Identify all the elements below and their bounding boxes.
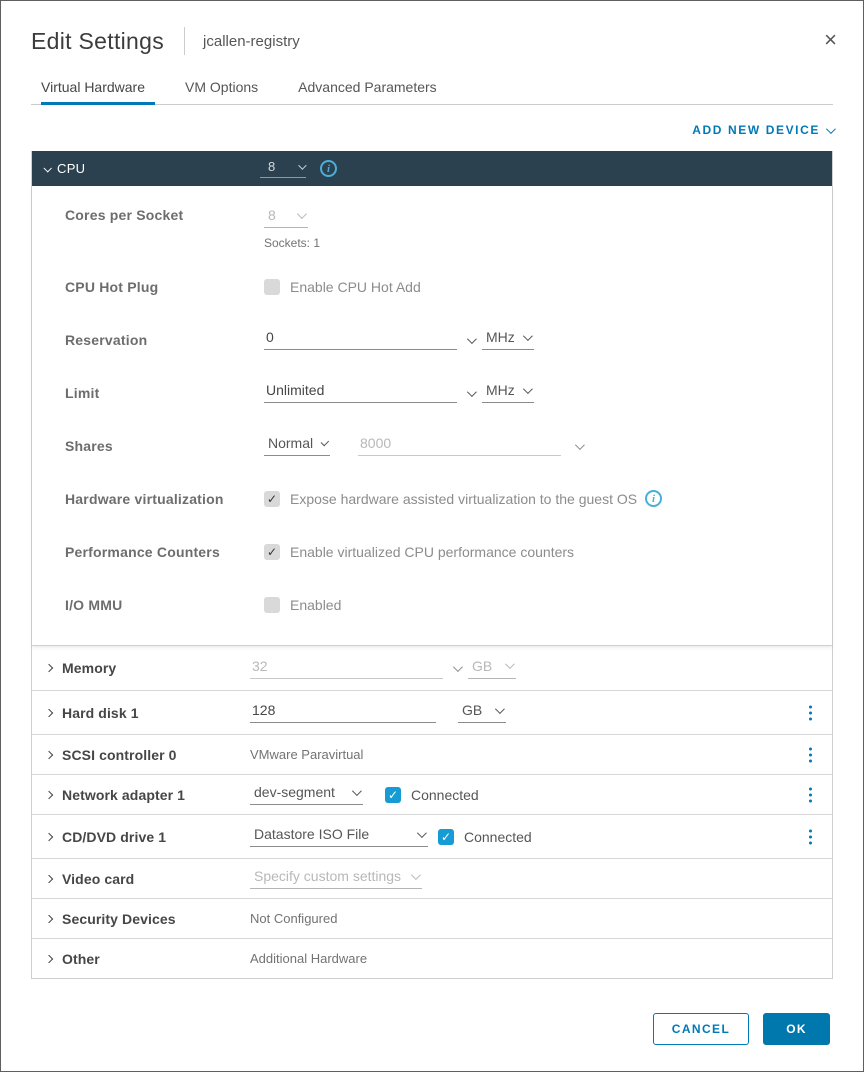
other-expander[interactable] bbox=[32, 951, 250, 967]
network-connected-label: Connected bbox=[411, 786, 479, 803]
chevron-right-icon bbox=[45, 664, 53, 672]
device-toolbar bbox=[31, 119, 833, 141]
chevron-right-icon bbox=[45, 832, 53, 840]
reservation-label: Reservation bbox=[65, 331, 148, 348]
memory-row bbox=[32, 646, 832, 690]
network-select-value: dev-segment bbox=[254, 784, 335, 800]
chevron-right-icon bbox=[45, 954, 53, 962]
cddvd-drive-label: CD/DVD drive 1 bbox=[62, 828, 167, 845]
reservation-unit-select[interactable] bbox=[482, 329, 534, 350]
memory-unit-select bbox=[468, 658, 516, 679]
shares-value-input: 8000 bbox=[358, 435, 561, 456]
limit-stepper[interactable] bbox=[467, 384, 474, 402]
cores-per-socket-value: 8 bbox=[268, 207, 276, 223]
chevron-down-icon bbox=[43, 164, 51, 172]
cpu-info-icon[interactable]: i bbox=[320, 160, 337, 177]
chevron-down-icon bbox=[467, 334, 477, 344]
cpu-hot-add-checkbox bbox=[264, 279, 280, 295]
chevron-right-icon bbox=[45, 790, 53, 798]
scsi-controller-actions-menu[interactable] bbox=[806, 744, 815, 765]
chevron-down-icon bbox=[297, 209, 307, 219]
shares-stepper bbox=[575, 437, 582, 455]
chevron-down-icon bbox=[453, 662, 463, 672]
vm-name: jcallen-registry bbox=[203, 32, 300, 50]
chevron-down-icon bbox=[505, 659, 515, 669]
hardware-virtualization-label: Hardware virtualization bbox=[65, 490, 224, 507]
io-mmu-row bbox=[32, 578, 832, 631]
performance-counters-checkbox-label: Enable virtualized CPU performance counters bbox=[290, 543, 575, 560]
limit-row bbox=[32, 366, 832, 419]
hardware-grid bbox=[31, 151, 833, 979]
cddvd-connected-checkbox[interactable] bbox=[438, 829, 454, 845]
video-card-label: Video card bbox=[62, 870, 135, 887]
memory-label: Memory bbox=[62, 660, 117, 676]
ok-button[interactable]: OK bbox=[763, 1013, 830, 1045]
add-new-device-button[interactable] bbox=[692, 123, 833, 137]
memory-expander[interactable] bbox=[32, 660, 250, 676]
video-card-select-value: Specify custom settings bbox=[254, 868, 402, 884]
network-adapter-row bbox=[32, 774, 832, 814]
hard-disk-unit-select[interactable] bbox=[458, 702, 506, 723]
scsi-controller-expander[interactable] bbox=[32, 747, 250, 763]
chevron-down-icon bbox=[826, 124, 836, 134]
close-icon[interactable]: × bbox=[824, 27, 837, 52]
performance-counters-label: Performance Counters bbox=[65, 543, 220, 560]
chevron-down-icon bbox=[417, 828, 427, 838]
limit-label: Limit bbox=[65, 384, 100, 401]
tab-bar bbox=[31, 75, 833, 105]
cddvd-drive-actions-menu[interactable] bbox=[806, 826, 815, 847]
performance-counters-row bbox=[32, 525, 832, 578]
cpu-section-header bbox=[32, 151, 832, 186]
chevron-down-icon bbox=[352, 786, 362, 796]
performance-counters-checkbox bbox=[264, 544, 280, 560]
network-adapter-expander[interactable] bbox=[32, 787, 250, 803]
hardware-virtualization-info-icon[interactable]: i bbox=[645, 490, 662, 507]
security-devices-row bbox=[32, 898, 832, 938]
chevron-down-icon bbox=[523, 384, 533, 394]
security-devices-value: Not Configured bbox=[250, 911, 338, 926]
tab-advanced-parameters[interactable]: Advanced Parameters bbox=[298, 79, 437, 95]
tab-virtual-hardware[interactable]: Virtual Hardware bbox=[41, 75, 155, 104]
other-label: Other bbox=[62, 950, 100, 967]
chevron-right-icon bbox=[45, 914, 53, 922]
chevron-down-icon bbox=[298, 161, 306, 169]
memory-stepper bbox=[453, 659, 460, 677]
reservation-row bbox=[32, 313, 832, 366]
security-devices-label: Security Devices bbox=[62, 910, 176, 927]
dialog-title: Edit Settings bbox=[31, 27, 165, 54]
dialog-footer bbox=[653, 1013, 830, 1045]
hardware-virtualization-checkbox bbox=[264, 491, 280, 507]
hard-disk-actions-menu[interactable] bbox=[806, 702, 815, 723]
chevron-down-icon bbox=[575, 440, 585, 450]
title-divider bbox=[184, 27, 185, 55]
video-card-row bbox=[32, 858, 832, 898]
video-card-select bbox=[250, 868, 422, 889]
tab-vm-options[interactable]: VM Options bbox=[185, 79, 259, 95]
chevron-down-icon bbox=[321, 437, 329, 445]
scsi-controller-row bbox=[32, 734, 832, 774]
shares-level-value: Normal bbox=[268, 435, 314, 451]
cpu-hot-plug-label: CPU Hot Plug bbox=[65, 278, 159, 295]
cpu-count-select[interactable] bbox=[260, 159, 306, 178]
dialog-header bbox=[1, 1, 863, 55]
cddvd-source-value: Datastore ISO File bbox=[254, 826, 370, 842]
video-card-expander[interactable] bbox=[32, 871, 250, 887]
io-mmu-checkbox bbox=[264, 597, 280, 613]
shares-row bbox=[32, 419, 832, 472]
scsi-controller-value: VMware Paravirtual bbox=[250, 747, 364, 762]
network-adapter-label: Network adapter 1 bbox=[62, 786, 186, 803]
network-select[interactable] bbox=[250, 784, 363, 805]
cpu-count-value: 8 bbox=[268, 159, 276, 174]
io-mmu-checkbox-label: Enabled bbox=[290, 596, 342, 613]
cpu-panel bbox=[32, 186, 832, 646]
cores-per-socket-row bbox=[32, 198, 832, 260]
cancel-button[interactable]: CANCEL bbox=[653, 1013, 749, 1045]
hard-disk-row bbox=[32, 690, 832, 734]
limit-input[interactable]: Unlimited bbox=[264, 382, 457, 403]
cpu-hot-plug-row bbox=[32, 260, 832, 313]
security-devices-expander[interactable] bbox=[32, 911, 250, 927]
chevron-down-icon bbox=[467, 387, 477, 397]
network-adapter-actions-menu[interactable] bbox=[806, 784, 815, 805]
cddvd-drive-row bbox=[32, 814, 832, 858]
limit-unit-value: MHz bbox=[486, 382, 515, 398]
reservation-stepper[interactable] bbox=[467, 331, 474, 349]
cddvd-connected-label: Connected bbox=[464, 828, 532, 845]
network-connected-checkbox[interactable] bbox=[385, 787, 401, 803]
cpu-section-label: CPU bbox=[57, 161, 86, 176]
cores-per-socket-label: Cores per Socket bbox=[65, 207, 184, 223]
other-value: Additional Hardware bbox=[250, 951, 368, 966]
shares-label: Shares bbox=[65, 437, 113, 454]
hard-disk-label: Hard disk 1 bbox=[62, 704, 139, 721]
chevron-right-icon bbox=[45, 708, 53, 716]
cddvd-source-select[interactable] bbox=[250, 826, 428, 847]
shares-level-select[interactable] bbox=[264, 435, 330, 456]
memory-input: 32 bbox=[250, 658, 443, 679]
hard-disk-expander[interactable] bbox=[32, 705, 250, 721]
chevron-down-icon bbox=[495, 704, 505, 714]
chevron-down-icon bbox=[523, 331, 533, 341]
hard-disk-size-input[interactable]: 128 bbox=[250, 702, 436, 723]
chevron-right-icon bbox=[45, 750, 53, 758]
chevron-right-icon bbox=[45, 874, 53, 882]
reservation-unit-value: MHz bbox=[486, 329, 515, 345]
limit-unit-select[interactable] bbox=[482, 382, 534, 403]
hard-disk-unit-value: GB bbox=[462, 702, 483, 718]
sockets-note: Sockets: 1 bbox=[264, 236, 321, 250]
chevron-down-icon bbox=[411, 870, 421, 880]
memory-unit-value: GB bbox=[472, 657, 493, 674]
reservation-input[interactable]: 0 bbox=[264, 329, 457, 350]
io-mmu-label: I/O MMU bbox=[65, 596, 123, 613]
cpu-expander[interactable] bbox=[32, 161, 85, 176]
cores-per-socket-select bbox=[264, 207, 308, 228]
other-row bbox=[32, 938, 832, 978]
scsi-controller-label: SCSI controller 0 bbox=[62, 746, 177, 763]
cpu-hot-add-checkbox-label: Enable CPU Hot Add bbox=[290, 278, 421, 295]
cddvd-drive-expander[interactable] bbox=[32, 829, 250, 845]
hardware-virtualization-checkbox-label: Expose hardware assisted virtualization to the guest OS bbox=[290, 490, 638, 507]
add-new-device-label: ADD NEW DEVICE bbox=[692, 123, 820, 137]
hardware-virtualization-row bbox=[32, 472, 832, 525]
